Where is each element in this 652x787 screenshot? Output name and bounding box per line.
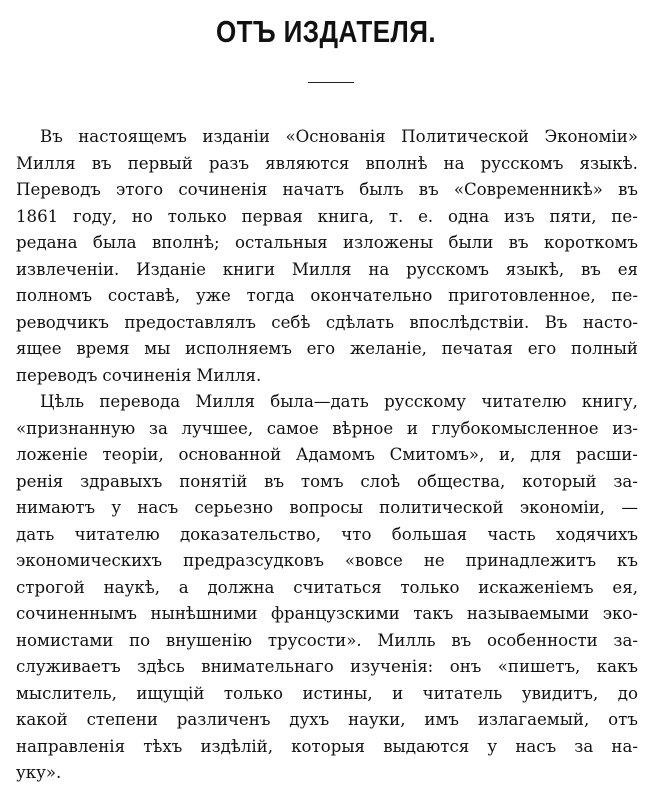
text-line: ренія здравыхъ понятій въ томъ слоѣ общества, который за- bbox=[16, 471, 638, 491]
text-line: строгой наукѣ, а должна считаться только искаженіемъ ея, bbox=[16, 577, 638, 597]
text-line: 1861 году, но только первая книга, т. е. одна изъ пяти, пе- bbox=[16, 206, 638, 226]
text-line: служиваетъ здѣсь внимательнаго изученія: онъ «пишетъ, какъ bbox=[16, 657, 638, 676]
paragraph bbox=[16, 389, 638, 787]
text-line: ложеніе теоріи, основанной Адамомъ Смитомъ», и, для расши- bbox=[16, 445, 638, 464]
title-divider bbox=[308, 82, 354, 83]
text-line: Въ настоящемъ изданіи «Основанія Политической Экономіи» bbox=[40, 127, 638, 146]
text-line: редана была вполнѣ; остальныя изложены были въ короткомъ bbox=[16, 233, 638, 252]
text-line: полномъ составѣ, уже тогда окончательно приготовленное, пе- bbox=[16, 286, 638, 305]
text-line: нимаютъ у насъ серьезно вопросы политической экономіи, — bbox=[16, 498, 638, 517]
text-line: мыслитель, ищущій только истины, и читатель увидитъ, до bbox=[16, 683, 638, 703]
text-line: сочиненнымъ нынѣшними французскими такъ называемыми эко- bbox=[16, 604, 638, 623]
body-text bbox=[16, 124, 638, 787]
text-line: Милля въ первый разъ являются вполнѣ на русскомъ языкѣ. bbox=[16, 153, 638, 173]
text-line: направленія тѣхъ издѣлій, которыя выдаются у насъ за на- bbox=[16, 736, 638, 756]
text-line: дать читателю доказательство, что большая часть ходячихъ bbox=[16, 524, 638, 544]
text-line: ящее время мы исполняемъ его желаніе, печатая его полный bbox=[16, 339, 638, 358]
text-line: экономическихъ предразсудковъ «вовсе не принадлежитъ къ bbox=[16, 551, 638, 570]
text-line: переводъ сочиненія Милля. bbox=[16, 365, 262, 385]
text-line: «признанную за лучшее, самое вѣрное и глубокомысленное из- bbox=[16, 418, 638, 438]
text-line: реводчикъ предоставлялъ себѣ сдѣлать впослѣдствіи. Въ насто- bbox=[16, 312, 638, 332]
text-line: какой степени различенъ духъ науки, имъ излагаемый, отъ bbox=[16, 710, 638, 729]
text-line: номистами по внушенію трусости». Милль въ особенности за- bbox=[16, 630, 638, 650]
text-line: уку». bbox=[16, 763, 62, 782]
text-line: извлеченіи. Изданіе книги Милля на русскомъ языкѣ, въ ея bbox=[16, 259, 638, 279]
text-line: Переводъ этого сочиненія начатъ былъ въ «Современникѣ» въ bbox=[16, 180, 638, 199]
page-title: ОТЪ ИЗДАТЕЛЯ. bbox=[215, 14, 437, 49]
paragraph bbox=[16, 124, 638, 389]
text-line: Цѣль перевода Милля была—дать русскому читателю книгу, bbox=[40, 392, 638, 411]
